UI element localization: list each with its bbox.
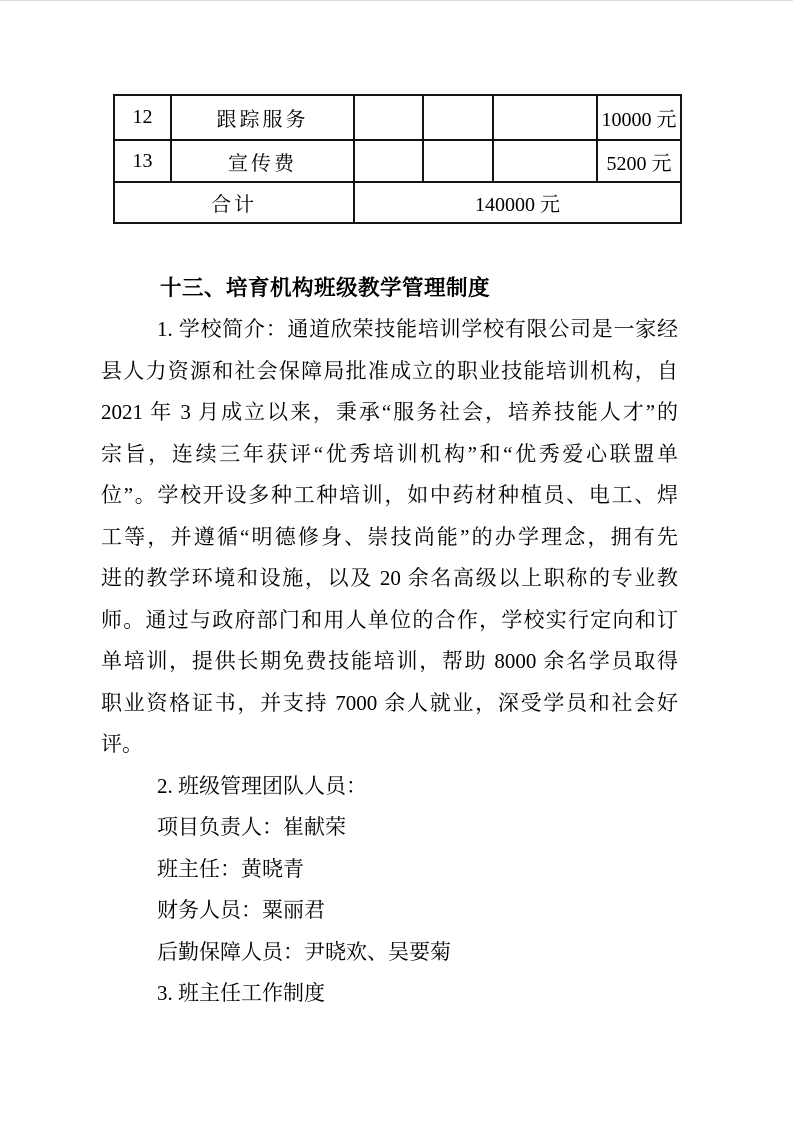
empty-cell bbox=[423, 140, 493, 182]
paragraph-line: 位”。学校开设多种工种培训，如中药材种植员、电工、焊 bbox=[101, 483, 678, 507]
section-heading: 十三、培育机构班级教学管理制度 bbox=[160, 276, 491, 300]
table-row bbox=[114, 95, 681, 140]
item-name-cell: 跟踪服务 bbox=[171, 95, 354, 140]
empty-cell bbox=[493, 140, 597, 182]
intro-paragraph bbox=[101, 309, 678, 766]
total-label-cell: 合计 bbox=[114, 182, 354, 223]
subsection-heading: 3. 班主任工作制度 bbox=[157, 981, 325, 1005]
table-row bbox=[114, 140, 681, 182]
paragraph-line: 工等，并遵循“明德修身、崇技尚能”的办学理念，拥有先 bbox=[101, 524, 678, 549]
amount-cell: 5200 元 bbox=[597, 140, 681, 182]
team-heading: 2. 班级管理团队人员： bbox=[157, 773, 367, 798]
paragraph-line: 评。 bbox=[101, 732, 143, 756]
paragraph-line: 师。通过与政府部门和用人单位的合作，学校实行定向和订 bbox=[101, 607, 678, 632]
team-member-logistics-staff: 后勤保障人员：尹晓欢、吴要菊 bbox=[157, 939, 451, 964]
paragraph-line: 县人力资源和社会保障局批准成立的职业技能培训机构，自 bbox=[101, 358, 678, 383]
team-member-project-leader: 项目负责人：崔献荣 bbox=[157, 815, 346, 839]
row-number-cell: 13 bbox=[114, 140, 171, 182]
paragraph-line: 进的教学环境和设施，以及 20 余名高级以上职称的专业教 bbox=[101, 566, 678, 590]
empty-cell bbox=[423, 95, 493, 140]
paragraph-line: 1. 学校简介：通道欣荣技能培训学校有限公司是一家经 bbox=[157, 317, 678, 341]
row-number-cell: 12 bbox=[114, 95, 171, 140]
document-content bbox=[101, 1, 678, 1015]
empty-cell bbox=[493, 95, 597, 140]
empty-cell bbox=[354, 95, 423, 140]
budget-table bbox=[113, 94, 682, 224]
paragraph-line: 宗旨，连续三年获评“优秀培训机构”和“优秀爱心联盟单 bbox=[101, 441, 678, 466]
paragraph-line: 单培训，提供长期免费技能培训，帮助 8000 余名学员取得 bbox=[101, 649, 678, 673]
item-name-cell: 宣传费 bbox=[171, 140, 354, 182]
amount-cell: 10000 元 bbox=[597, 95, 681, 140]
team-section bbox=[101, 766, 678, 1015]
empty-cell bbox=[354, 140, 423, 182]
paragraph-line: 职业资格证书，并支持 7000 余人就业，深受学员和社会好 bbox=[101, 690, 678, 715]
total-value-cell: 140000 元 bbox=[354, 182, 681, 223]
paragraph-line: 2021 年 3 月成立以来，秉承“服务社会，培养技能人才”的 bbox=[101, 400, 678, 424]
table-total-row bbox=[114, 182, 681, 223]
team-member-class-teacher: 班主任：黄晓青 bbox=[157, 856, 304, 881]
team-member-finance-staff: 财务人员：粟丽君 bbox=[157, 898, 325, 922]
